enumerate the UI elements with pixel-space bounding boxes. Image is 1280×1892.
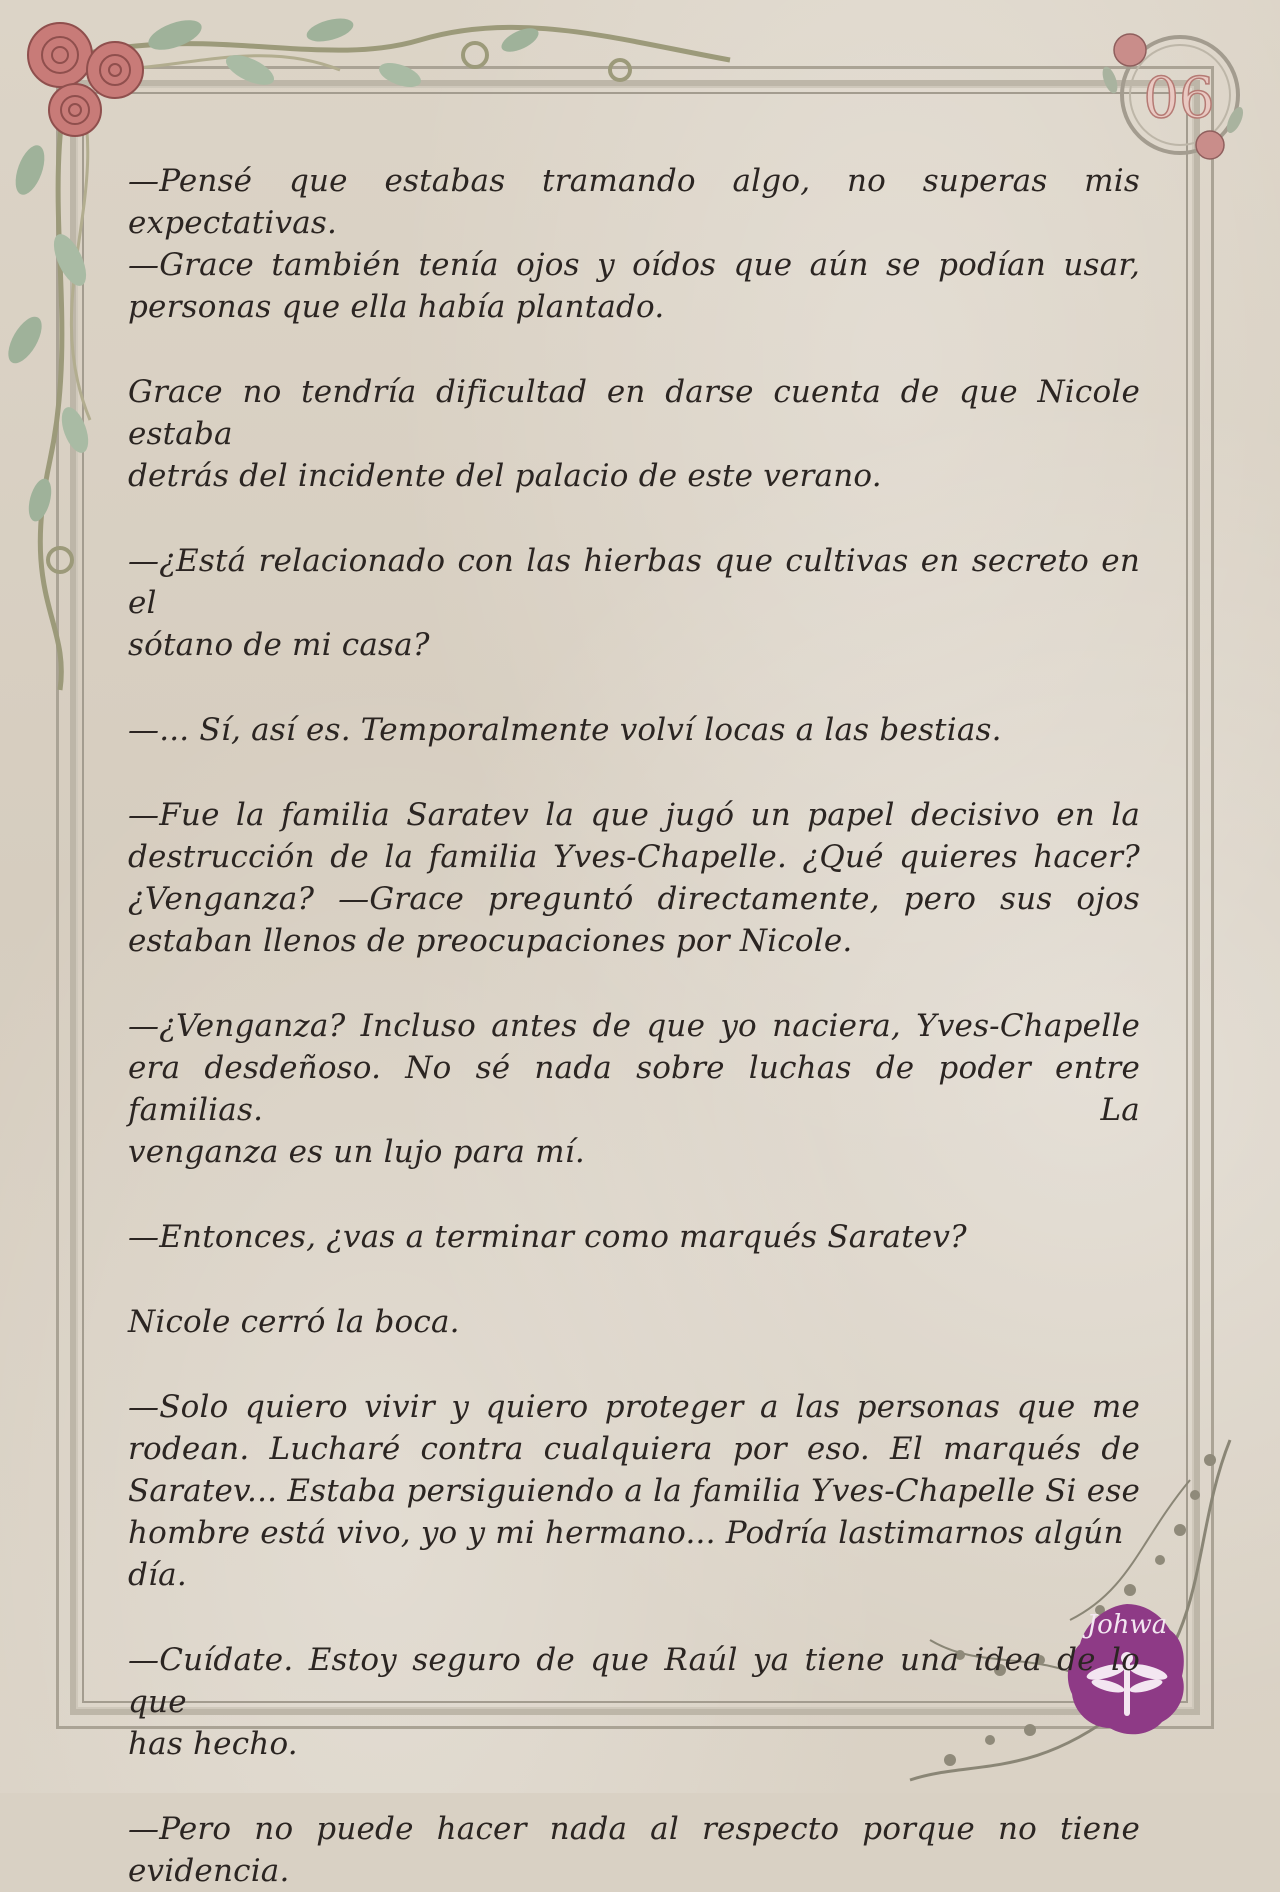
paragraph [128,1386,1140,1596]
paragraph [128,794,1140,962]
paragraph [128,160,1140,328]
paragraph [128,709,1140,751]
text-line: —Solo quiero vivir y quiero proteger a las personas que me [128,1389,1140,1425]
text-line: destrucción de la familia Yves-Chapelle. ¿Qué quieres hacer? [128,839,1140,875]
text-line: —¿Venganza? Incluso antes de que yo naciera, Yves-Chapelle [128,1008,1140,1044]
text-line: evidencia. [128,1853,290,1889]
text-line: venganza es un lujo para mí. [128,1134,585,1170]
paragraph [128,1216,1140,1258]
paragraph [128,371,1140,497]
text-line: ¿Venganza? —Grace preguntó directamente, pero sus ojos [128,881,1140,917]
text-line: sótano de mi casa? [128,627,430,663]
paragraph [128,540,1140,666]
paragraph [128,1639,1140,1765]
text-line: has hecho. [128,1726,298,1762]
story-text [128,160,1140,1892]
text-line: personas que ella había plantado. [128,289,665,325]
paragraph [128,1808,1140,1892]
text-line: —Grace también tenía ojos y oídos que aún se podían usar, [128,247,1140,283]
text-line: —Fue la familia Saratev la que jugó un papel decisivo en la [128,797,1140,833]
paragraph [128,1005,1140,1173]
text-line: —Pero no puede hacer nada al respecto porque no tiene [128,1811,1140,1847]
text-line: era desdeñoso. No sé nada sobre luchas de poder entre familias. La [128,1050,1140,1128]
brand-name: Johwa [1086,1610,1168,1640]
text-line: —¿Está relacionado con las hierbas que cultivas en secreto en el [128,543,1140,621]
text-line: —... Sí, así es. Temporalmente volví locas a las bestias. [128,712,1002,748]
text-line: Nicole cerró la boca. [128,1304,460,1340]
page-number: 06 [1143,66,1215,131]
text-line: Saratev... Estaba persiguiendo a la familia Yves-Chapelle Si ese [128,1473,1140,1509]
text-line: —Pensé que estabas tramando algo, no superas mis expectativas. [128,163,1140,241]
text-line: rodean. Lucharé contra cualquiera por eso. El marqués de [128,1431,1140,1467]
text-line: —Entonces, ¿vas a terminar como marqués Saratev? [128,1219,967,1255]
text-line: hombre está vivo, yo y mi hermano... Podría lastimarnos algún día. [128,1515,1124,1593]
text-line: Grace no tendría dificultad en darse cuenta de que Nicole estaba [128,374,1140,452]
text-line: estaban llenos de preocupaciones por Nicole. [128,923,853,959]
text-line: —Cuídate. Estoy seguro de que Raúl ya tiene una idea de lo que [128,1642,1140,1720]
text-line: detrás del incidente del palacio de este verano. [128,458,882,494]
paragraph [128,1301,1140,1343]
